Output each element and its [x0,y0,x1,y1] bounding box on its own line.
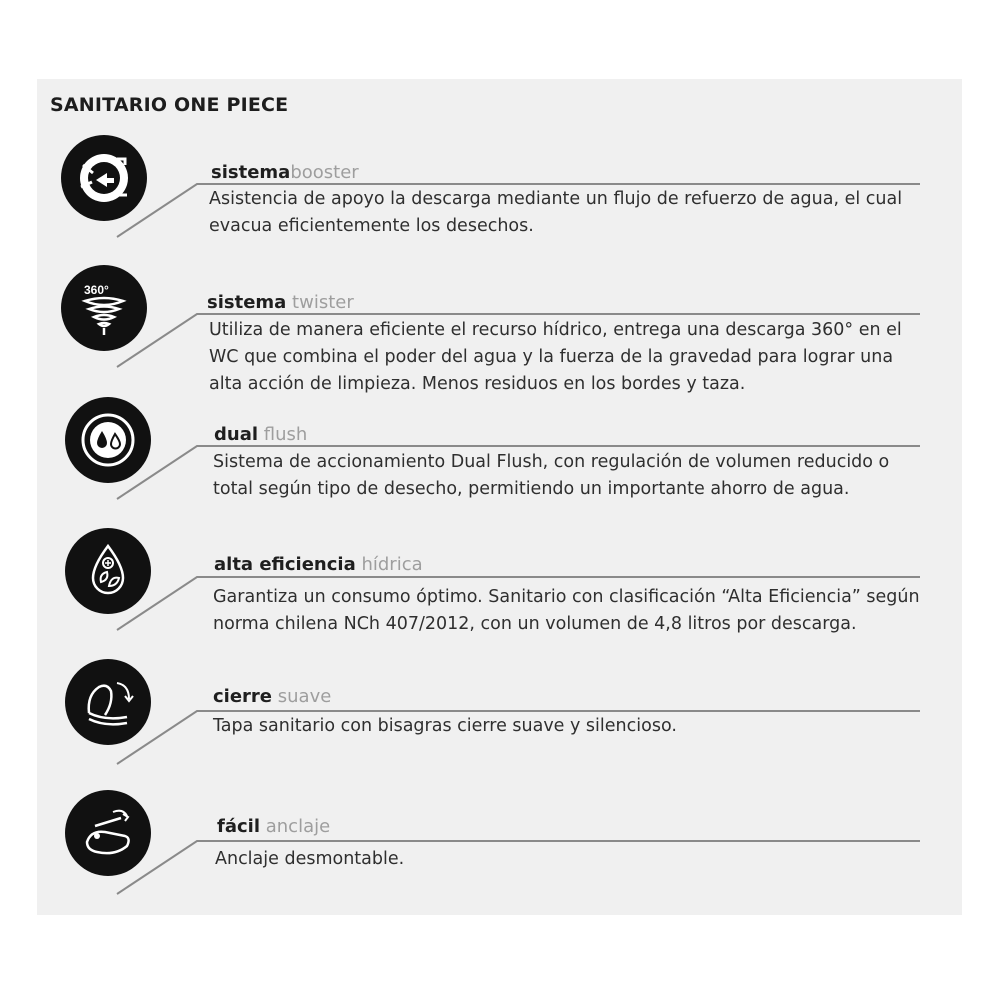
feature-description: Anclaje desmontable. [215,849,405,869]
feature-title-light: hídrica [361,554,423,575]
feature-description: Sistema de accionamiento Dual Flush, con regulación de volumen reducido o total según tipo de desecho, permitiendo un importante ahorro de agua. [213,452,890,499]
feature-title-soft-close [213,686,331,708]
feature-description: Tapa sanitario con bisagras cierre suave y silencioso. [213,716,677,736]
feature-title-strong: cierre [213,686,273,707]
booster-icon [61,135,147,221]
feature-title-light: booster [290,162,359,183]
feature-water-efficiency [37,522,962,652]
twister-360-icon [61,265,147,351]
feature-title-strong: dual [214,424,259,445]
feature-title-strong: sistema [211,162,291,183]
feature-title [217,816,330,838]
feature-description: Utiliza de manera eficiente el recurso hídrico, entrega una descarga 360° en el WC que combina el poder del agua y la fuerza de la gravedad para lograr una alta acción de limpieza. Menos residuos en los bordes y taza. [209,320,902,394]
feature-title-strong: sistema [207,292,287,313]
soft-close-icon [65,659,151,745]
feature-title [214,554,423,576]
feature-title [214,424,307,446]
feature-title-strong: fácil [217,816,260,837]
feature-title-light: anclaje [265,816,331,837]
feature-title [207,292,354,314]
feature-dual-flush [37,391,962,521]
feature-title-strong: alta eficiencia [214,554,356,575]
features-panel [37,79,962,915]
dual-flush-icon [65,397,151,483]
water-efficiency-icon [65,528,151,614]
page-title: SANITARIO ONE PIECE [50,94,289,116]
feature-title-light: flush [263,424,308,445]
feature-booster [37,129,962,259]
feature-description: Asistencia de apoyo la descarga mediante un flujo de refuerzo de agua, el cual evacua eficientemente los desechos. [209,189,903,236]
easy-anchor-icon [65,790,151,876]
feature-easy-anchor [37,786,962,916]
feature-title-light: twister [292,292,354,313]
feature-title [211,162,359,184]
twister-360-icon-label: 360° [84,283,109,297]
feature-description: Garantiza un consumo óptimo. Sanitario con clasificación “Alta Eficiencia” según norma chilena NCh 407/2012, con un volumen de 4,8 litros por descarga. [213,587,920,634]
feature-title-light: suave [277,686,332,707]
feature-twister [37,259,962,394]
